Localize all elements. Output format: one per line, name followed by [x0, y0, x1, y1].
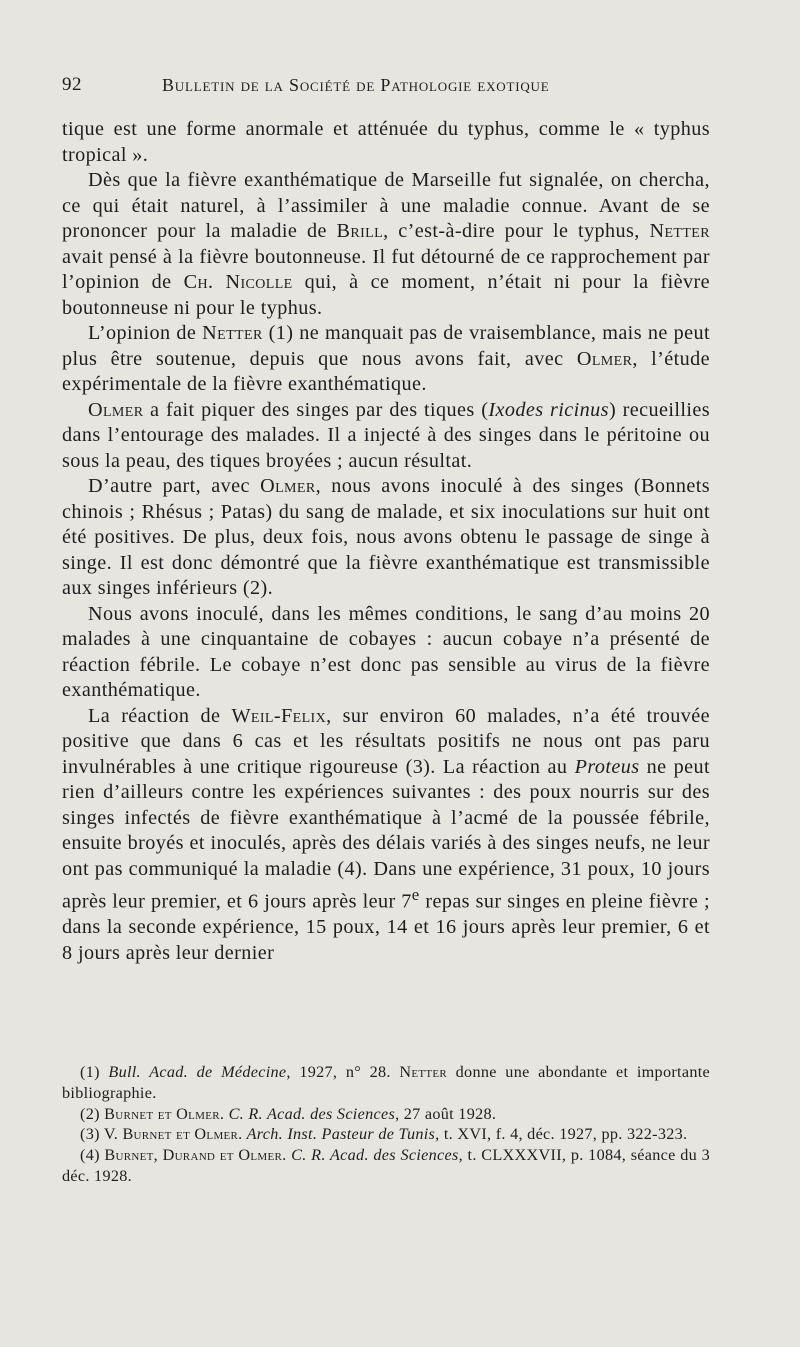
species-proteus: Proteus — [574, 755, 640, 778]
paragraph-5-text-a: D’autre part, avec — [88, 475, 261, 497]
running-head: Bulletin de la Société de Pathologie exotique — [162, 75, 550, 95]
paragraph-7-text-b: , sur environ 60 malades, n’a été trouvée positive que dans 6 cas et les résultats positifs ne nous ont pas paru invulnérables à une critique rigoureuse (3). La réaction au — [62, 704, 710, 778]
paragraph-4-text-b: ) recueillies dans l’entourage des malades. Il a injecté à des singes dans le péritoine ou sous la peau, des tiques broyées ; aucun résultat. — [62, 398, 710, 472]
paragraph-3-text-a: L’opinion de — [88, 322, 203, 344]
footnote-2-journal: C. R. Acad. des Sciences — [224, 1104, 396, 1123]
paragraph-2-text-d: qui, à ce moment, n’était ni pour la fièvre boutonneuse ni pour le typhus. — [62, 271, 710, 319]
author-brill: Brill — [336, 220, 384, 242]
paragraph-4 — [62, 398, 710, 475]
paragraph-4-text-a: a fait piquer des singes par des tiques ( — [143, 398, 489, 421]
footnote-4-number: (4) — [80, 1146, 105, 1165]
footnote-1-journal: Bull. Acad. de Médecine — [108, 1063, 287, 1081]
footnote-1-text-a: , 1927, n° 28. — [286, 1063, 400, 1081]
paragraph-7-text-c: ne peut rien d’ailleurs contre les expériences suivantes : des poux nourris sur des singes infectés de fièvre exanthématique à l’acmé de la poussée fébrile, ensuite broyés et inoculés, après des délais variés à des singes neufs, ne leur ont pas communiqué la maladie (4). Dans une expérience, 31 poux, 10 jours après leur premier, et 6 jours après leur 7 — [62, 755, 711, 913]
author-netter: Netter — [649, 220, 710, 242]
footnote-1-author: Netter — [399, 1063, 448, 1081]
paragraph-3-text-c: , l’étude expérimentale de la fièvre exanthématique. — [62, 347, 710, 395]
footnote-1-number: (1) — [80, 1063, 109, 1081]
paragraph-3 — [62, 321, 710, 398]
author-nicolle: Ch. Nicolle — [183, 271, 293, 293]
page-number: 92 — [62, 74, 82, 95]
superscript-e: e — [411, 885, 420, 904]
paragraph-5 — [62, 474, 710, 602]
paragraph-1 — [62, 117, 710, 168]
paragraph-1-text: tique est une forme anormale et atténuée du typhus, comme le « typhus tropical ». — [62, 118, 710, 166]
paragraph-2-text-c: avait pensé à la fièvre boutonneuse. Il fut détourné de ce rapprochement par l’opinion de — [62, 245, 710, 293]
footnote-2-number: (2) — [80, 1104, 105, 1123]
author-olmer: Olmer — [260, 475, 316, 497]
footnote-4 — [62, 1145, 710, 1187]
footnote-3 — [62, 1124, 710, 1145]
footnote-1 — [62, 1062, 710, 1104]
paragraph-7-text-d: repas sur singes en pleine fièvre ; dans la seconde expérience, 15 poux, 14 et 16 jours après leur premier, 6 et 8 jours après leur dernier — [62, 890, 710, 964]
footnote-3-text: , t. XVI, f. 4, déc. 1927, pp. 322-323. — [435, 1125, 688, 1144]
footnote-1-text-b: donne une abondante et importante bibliographie. — [62, 1063, 710, 1102]
footnote-4-text: , t. CLXXXVII, p. 1084, séance du 3 déc. 1928. — [62, 1146, 710, 1185]
page-header — [62, 74, 708, 104]
paragraph-6-text: Nous avons inoculé, dans les mêmes conditions, le sang d’au moins 20 malades à une cinquantaine de cobayes : aucun cobaye n’a présenté de réaction fébrile. Le cobaye n’est donc pas sensible au virus de la fièvre exanthématique. — [62, 602, 710, 701]
paragraph-5-text-b: , nous avons inoculé à des singes (Bonnets chinois ; Rhésus ; Patas) du sang de malade, et six inoculations sur huit ont été positives. De plus, deux fois, nous avons obtenu le passage de singe à singe. Il est donc démontré que la fièvre exanthématique est transmissible aux singes inférieurs (2). — [62, 475, 711, 599]
paragraph-2-text-a: Dès que la fièvre exanthématique de Marseille fut signalée, on chercha, ce qui était naturel, à l’assimiler à une maladie connue. Avant de se prononcer pour la maladie de — [62, 169, 710, 242]
author-weil-felix: Weil-Felix — [231, 704, 327, 727]
author-netter: Netter — [202, 322, 263, 344]
paragraph-7 — [62, 704, 710, 967]
author-olmer: Olmer — [88, 398, 144, 421]
footnote-4-journal: C. R. Acad. des Sciences — [286, 1146, 459, 1165]
author-olmer: Olmer — [576, 347, 633, 370]
body-text — [62, 117, 710, 966]
footnote-4-authors: Burnet, Durand et Olmer. — [104, 1146, 287, 1165]
footnote-2 — [62, 1104, 710, 1125]
footnote-3-number: (3) V. — [80, 1125, 123, 1144]
paragraph-2 — [62, 168, 710, 321]
footnote-3-authors: Burnet et Olmer. — [122, 1125, 243, 1144]
paragraph-7-text-a: La réaction de — [88, 704, 232, 727]
footnotes — [62, 1062, 710, 1187]
footnote-2-text: , 27 août 1928. — [395, 1104, 497, 1123]
paragraph-2-text-b: , c’est-à-dire pour le typhus, — [383, 220, 650, 242]
paragraph-3-text-b: (1) ne manquait pas de vraisemblance, mais ne peut plus être soutenue, depuis que nous avons fait, avec — [62, 322, 710, 370]
paragraph-6 — [62, 602, 710, 704]
footnote-2-authors: Burnet et Olmer. — [104, 1104, 225, 1123]
species-ixodes: Ixodes ricinus — [488, 398, 609, 421]
footnote-3-journal: Arch. Inst. Pasteur de Tunis — [242, 1125, 436, 1144]
